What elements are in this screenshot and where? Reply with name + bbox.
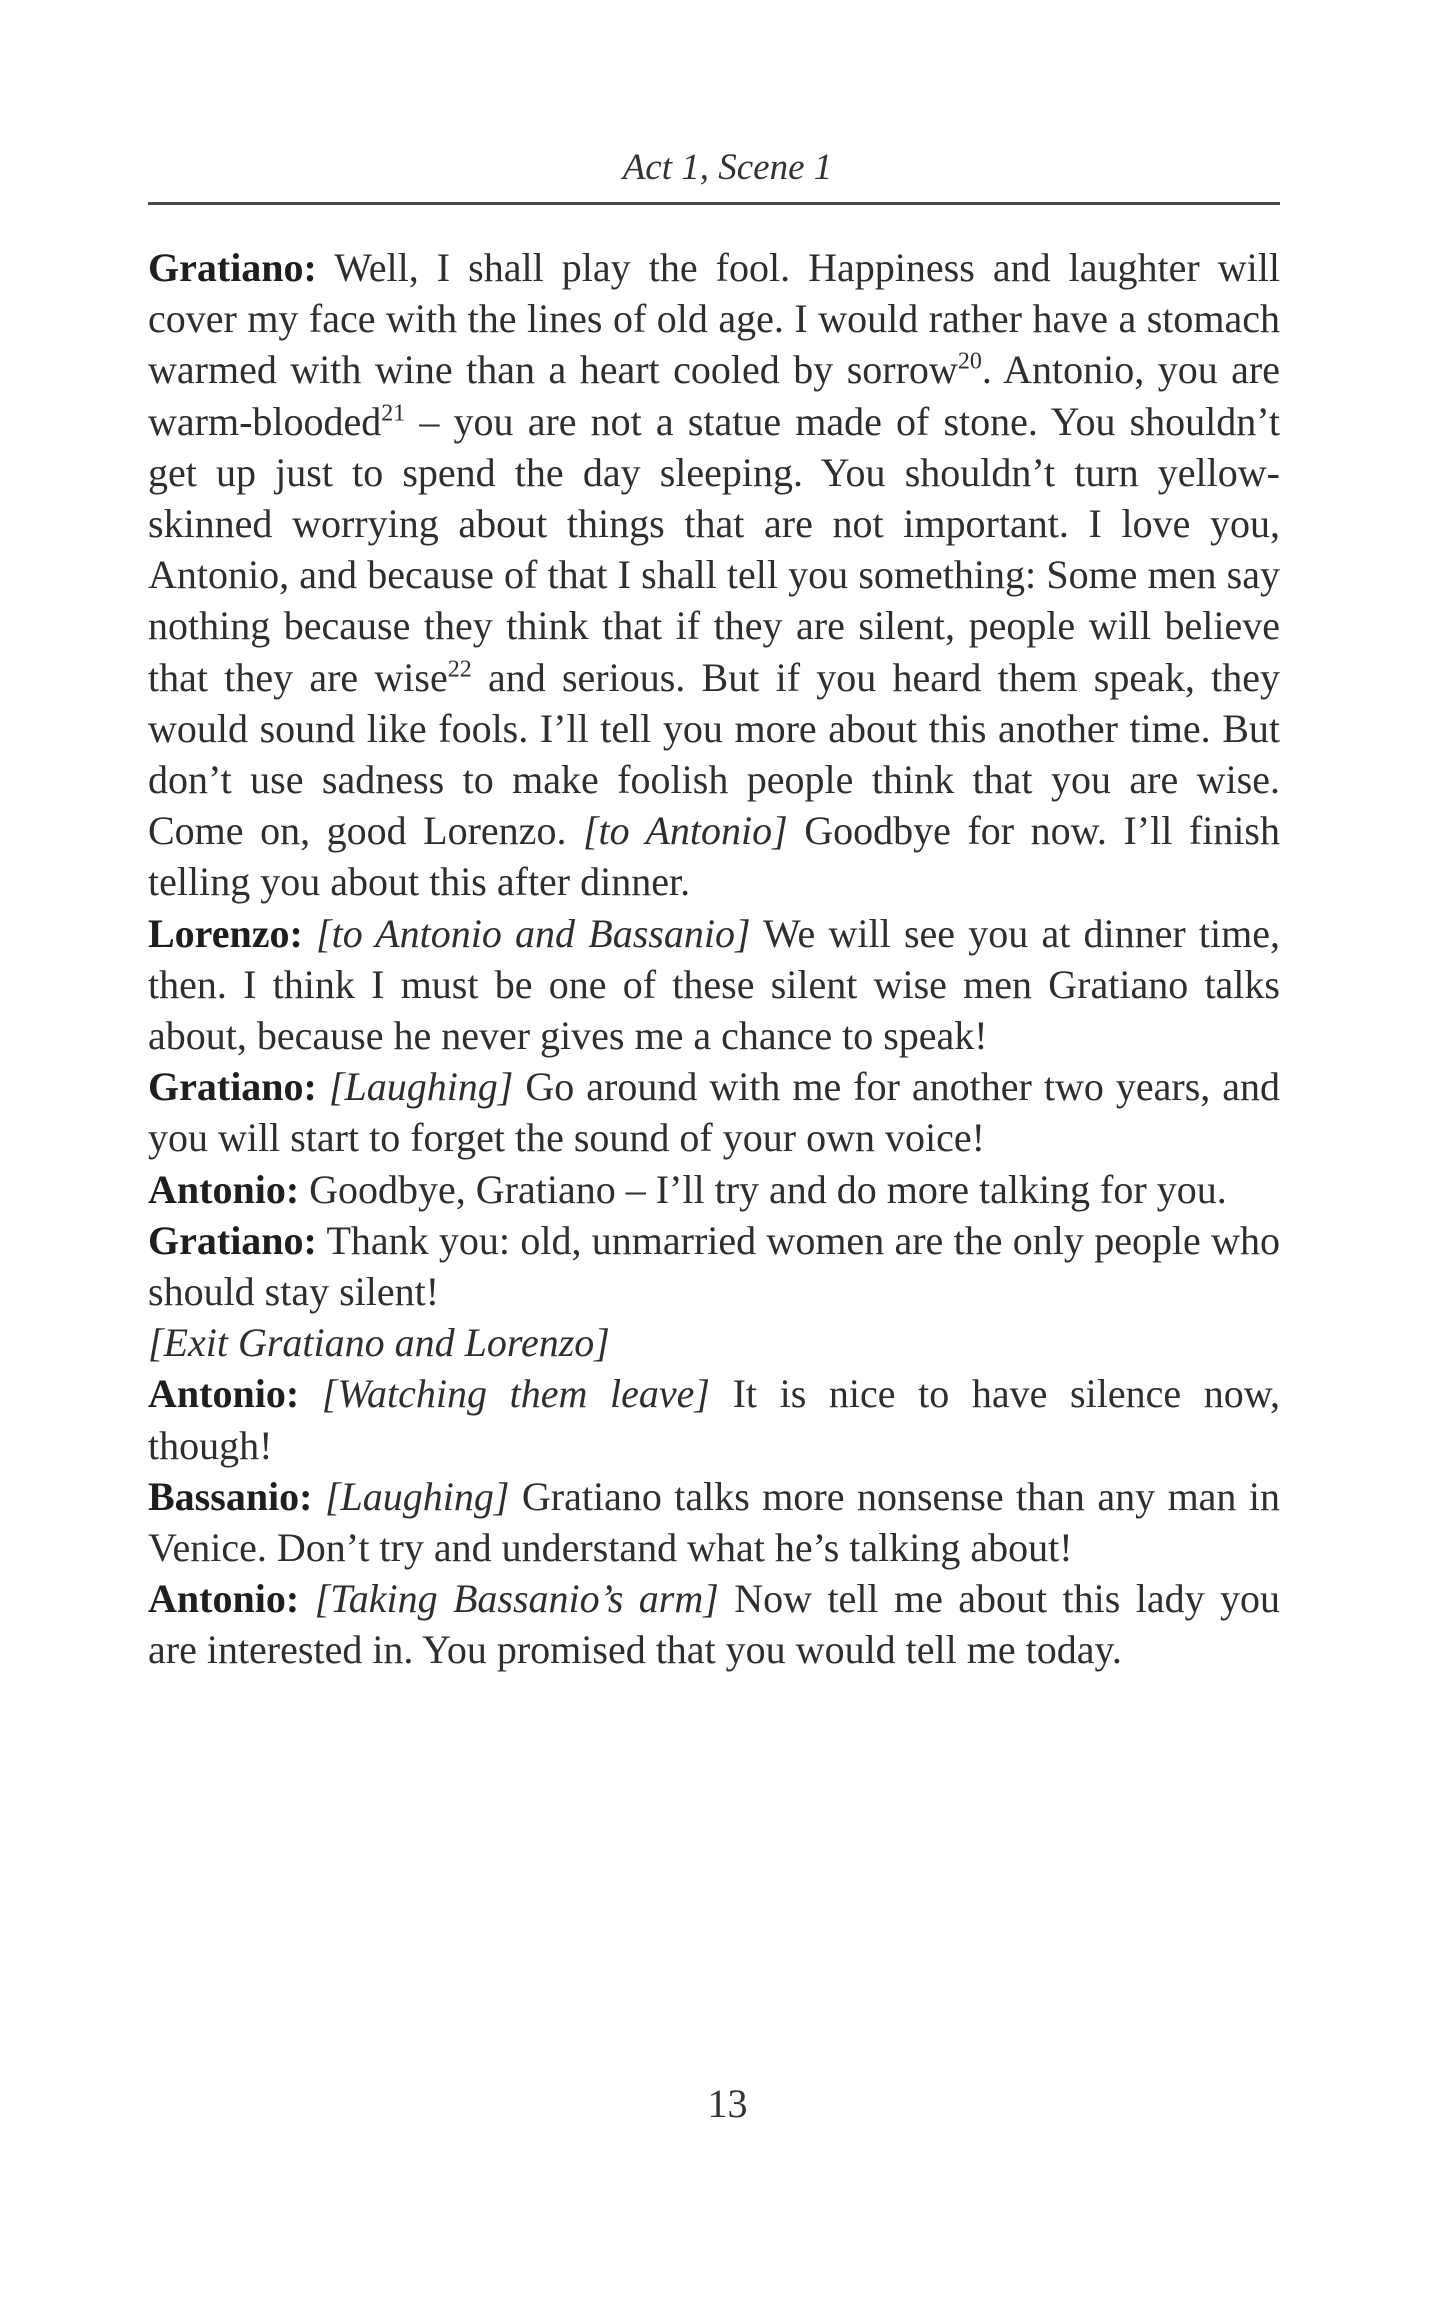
speaker-name: Gratiano:: [148, 1217, 317, 1263]
speaker-name: Lorenzo:: [148, 910, 303, 956]
dialogue-paragraph: [148, 1061, 1280, 1163]
dialogue-paragraph: [148, 1573, 1280, 1675]
dialogue-text: We will see you at dinner time, then. I think I must be one of these silent wise men Gratiano talks about, because he never gives me a chance to speak!: [148, 910, 1281, 1059]
stage-direction: [to Antonio]: [582, 808, 788, 854]
speaker-name: Antonio:: [148, 1371, 300, 1417]
speaker-name: Antonio:: [148, 1166, 300, 1212]
dialogue-text: Now tell me about this lady you are interested in. You promised that you would tell me today.: [148, 1576, 1281, 1673]
dialogue-text: Thank you: old, unmarried women are the only people who should stay silent!: [148, 1217, 1280, 1315]
footnote-marker: 21: [381, 400, 406, 427]
dialogue-text: Go around with me for another two years, and you will start to forget the sound of your own voice!: [148, 1064, 1281, 1161]
stage-direction: [Laughing]: [324, 1473, 510, 1519]
dialogue-paragraph: [148, 1317, 1280, 1368]
dialogue-text: [317, 1064, 329, 1109]
dialogue-text: and serious. But if you heard them speak, they would sound like fools. I’ll tell you more about this another time. But don’t use sadness to make foolish people think that you are wise. Come on, good Lorenzo.: [148, 654, 1280, 854]
dialogue-text: Goodbye, Gratiano – I’ll try and do more talking for you.: [299, 1166, 1227, 1212]
dialogue-paragraph: [148, 1215, 1280, 1317]
stage-direction: [Laughing]: [328, 1064, 514, 1110]
page-number: 13: [707, 2081, 748, 2126]
stage-direction: [Taking Bassanio’s arm]: [314, 1576, 719, 1622]
stage-direction: [Exit Gratiano and Lorenzo]: [148, 1320, 610, 1366]
dialogue-text: [313, 1474, 325, 1519]
dialogue-text: It is nice to have silence now, though!: [148, 1371, 1281, 1468]
speaker-name: Antonio:: [148, 1576, 300, 1622]
header-rule: [148, 202, 1280, 205]
dialogue-paragraph: [148, 1471, 1280, 1573]
dialogue-paragraph: [148, 1164, 1280, 1215]
footnote-marker: 22: [447, 656, 472, 683]
dialogue-text: Goodbye for now. I’ll finish telling you about this after dinner.: [148, 808, 1280, 905]
footnote-marker: 20: [957, 349, 982, 376]
dialogue-text: Gratiano talks more nonsense than any man in Venice. Don’t try and understand what he’s talking about!: [148, 1473, 1280, 1571]
dialogue-paragraph: [148, 908, 1280, 1062]
dialogue-text: [299, 1371, 322, 1416]
dialogue-text: Well, I shall play the fool. Happiness and laughter will cover my face with the lines of old age. I would rather have a stomach warmed with wine than a heart cooled by sorrow: [148, 245, 1280, 393]
dialogue-paragraph: [148, 242, 1280, 908]
dialogue-paragraph: [148, 1368, 1280, 1470]
stage-direction: [to Antonio and Bassanio]: [316, 910, 751, 956]
speaker-name: Bassanio:: [148, 1473, 313, 1519]
dialogue-text: [299, 1576, 314, 1621]
dialogue-text: [303, 911, 316, 956]
dialogue-text: – you are not a statue made of stone. You shouldn’t get up just to spend the day sleeping. You shouldn’t turn yellow-skinned worrying about things that are not important. I love you, Antonio, and because of that I shall tell you something: Some men say nothing because they think that if they are silent, people will believe that they are wise: [148, 398, 1280, 700]
script-text: [148, 242, 1280, 1676]
dialogue-text: . Antonio, you are warm-blooded: [148, 347, 1281, 444]
running-head: Act 1, Scene 1: [622, 147, 833, 188]
stage-direction: [Watching them leave]: [321, 1371, 710, 1417]
speaker-name: Gratiano:: [148, 1064, 317, 1110]
speaker-name: Gratiano:: [148, 245, 317, 290]
